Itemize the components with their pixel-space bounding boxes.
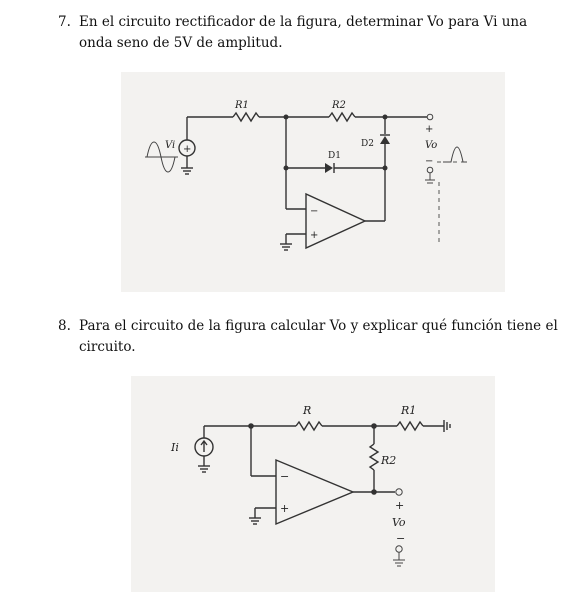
- d1-label: D1: [328, 151, 341, 161]
- resistor-r: [296, 422, 322, 430]
- problem-statement: En el circuito rectificador de la figura, determinar Vo para Vi una onda seno de 5V de amplitud.: [79, 14, 528, 51]
- diode-d2: [380, 136, 390, 144]
- r-label: R: [303, 404, 312, 417]
- opamp-minus-label: −: [280, 470, 290, 483]
- ii-label: Ii: [171, 441, 179, 454]
- r1-label: R1: [235, 100, 249, 111]
- d2-label: D2: [361, 139, 374, 149]
- r1-label: R1: [401, 404, 417, 417]
- rectifier-circuit-figure: [121, 72, 505, 292]
- resistor-r2: [329, 113, 355, 121]
- source-plus-sign: +: [183, 144, 192, 155]
- vo-plus-sign: +: [425, 124, 434, 135]
- problem-number: 8.: [58, 318, 71, 334]
- vi-label: Vi: [165, 140, 176, 151]
- opamp-plus-label: +: [280, 502, 290, 515]
- diode-d1: [325, 163, 333, 173]
- resistor-r1: [233, 113, 259, 121]
- transimpedance-circuit-figure: [131, 376, 495, 592]
- r2-label: R2: [381, 454, 397, 467]
- resistor-r1: [397, 422, 423, 430]
- problem-number: 7.: [58, 14, 71, 30]
- vo-minus-sign: −: [425, 156, 434, 167]
- resistor-r2: [370, 444, 378, 470]
- problem-8: [58, 316, 558, 358]
- vo-label: Vo: [392, 516, 406, 529]
- vo-plus-sign: +: [395, 499, 405, 512]
- opamp-minus-label: −: [310, 206, 319, 217]
- vo-label: Vo: [425, 140, 438, 151]
- r2-label: R2: [332, 100, 346, 111]
- problem-statement: Para el circuito de la figura calcular Vo y explicar qué función tiene el circuito.: [79, 318, 558, 355]
- problem-7: [58, 12, 558, 54]
- output-waveform: [443, 147, 467, 162]
- opamp-plus-label: +: [310, 230, 319, 241]
- vo-minus-sign: −: [396, 532, 406, 545]
